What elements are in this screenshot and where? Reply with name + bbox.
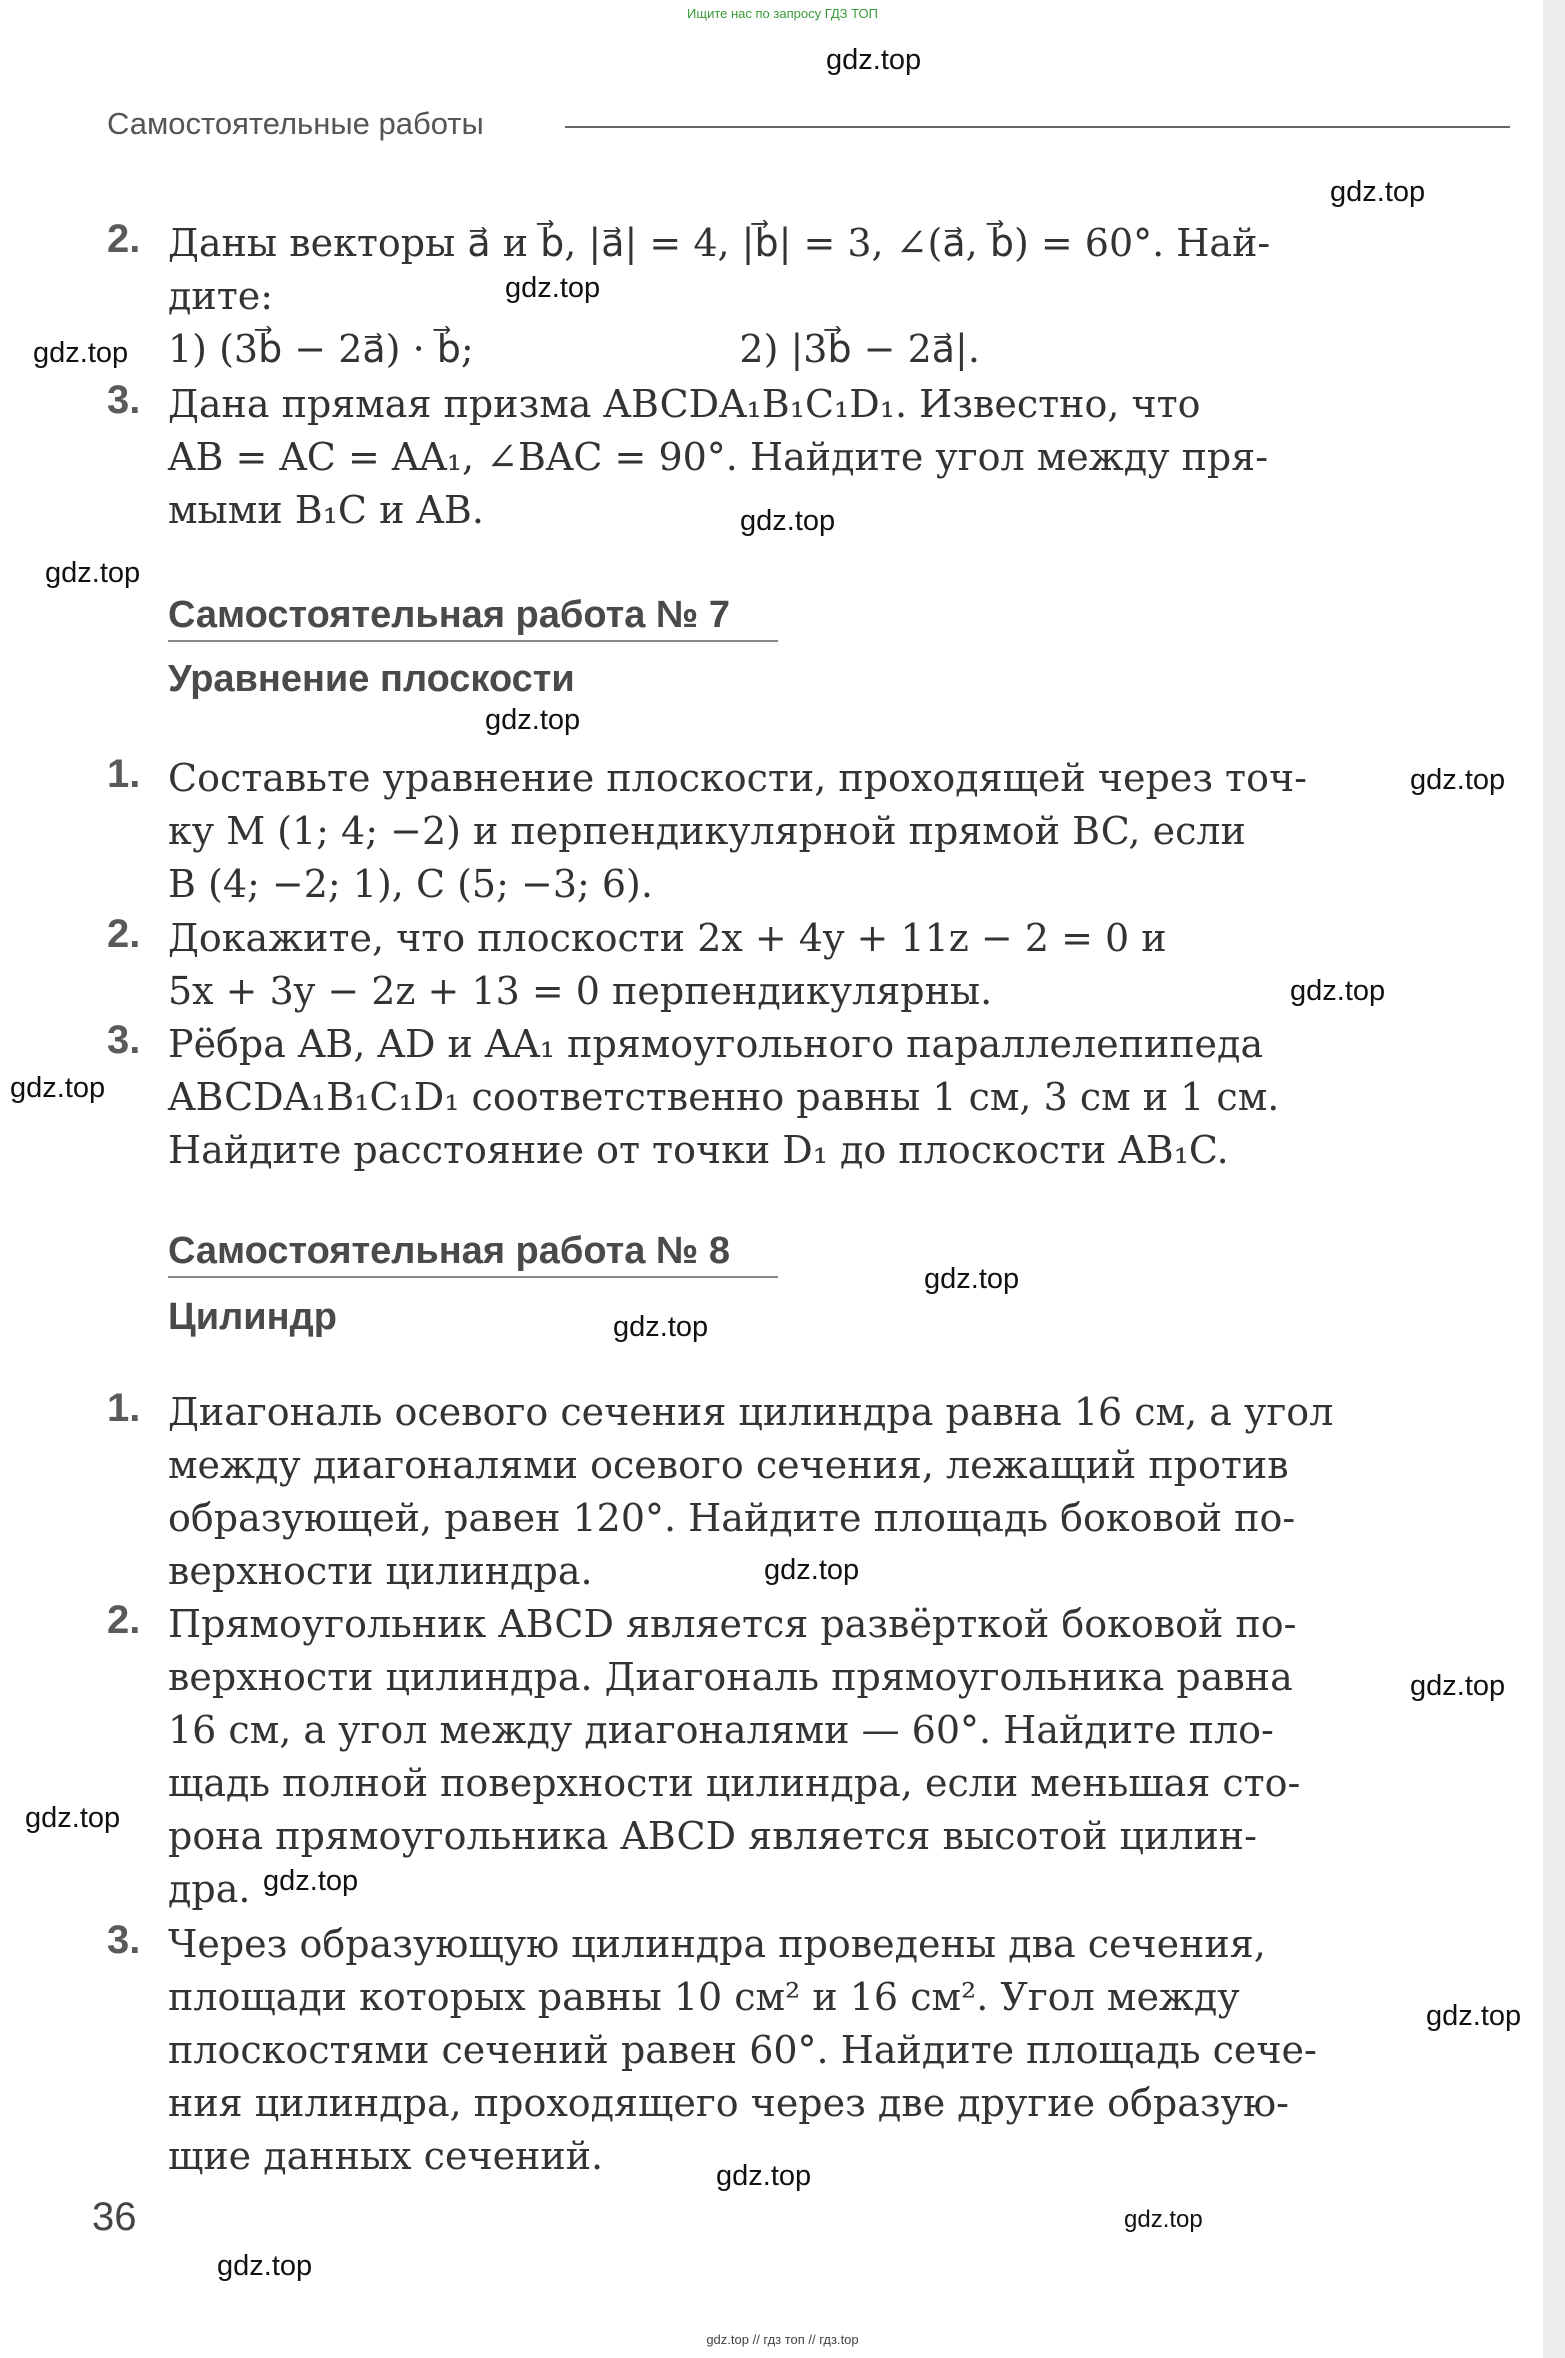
- section8-title: Самостоятельная работа № 8: [168, 1230, 730, 1272]
- task-line: Прямоугольник ABCD является развёрткой боковой по-: [168, 1602, 1297, 1646]
- task-number: 2.: [107, 1598, 141, 1642]
- watermark: gdz.top: [613, 1311, 709, 1343]
- watermark: gdz.top: [716, 2160, 812, 2192]
- section8-subtitle: Цилиндр: [168, 1296, 337, 1338]
- task-line: площади которых равны 10 см² и 16 см². Угол между: [168, 1975, 1240, 2019]
- task-line: Рёбра AB, AD и AA₁ прямоугольного параллелепипеда: [168, 1022, 1264, 1066]
- header-title: Самостоятельные работы: [107, 106, 484, 141]
- watermark: gdz.top: [1410, 1670, 1506, 1702]
- task-line: щадь полной поверхности цилиндра, если меньшая сто-: [168, 1761, 1301, 1805]
- task-line: верхности цилиндра.: [168, 1549, 593, 1593]
- watermark: gdz.top: [485, 704, 581, 736]
- task-line: ку M (1; 4; −2) и перпендикулярной прямой BC, если: [168, 809, 1246, 853]
- page-header: [107, 106, 1407, 150]
- watermark: gdz.top: [740, 505, 836, 537]
- section7-subtitle: Уравнение плоскости: [168, 658, 575, 700]
- task-line: 5x + 3y − 2z + 13 = 0 перпендикулярны.: [168, 969, 993, 1013]
- watermark: gdz.top: [505, 272, 601, 304]
- watermark: gdz.top: [10, 1072, 106, 1104]
- watermark: gdz.top: [826, 44, 922, 76]
- top-note: Ищите нас по запросу ГДЗ ТОП: [687, 6, 878, 21]
- task-line: мыми B₁C и AB.: [168, 488, 484, 532]
- task-line: Дана прямая призма ABCDA₁B₁C₁D₁. Известно, что: [168, 382, 1201, 426]
- task-line: 1) (3b⃗ − 2a⃗) · b⃗; 2) |3b⃗ − 2a⃗|.: [168, 327, 980, 371]
- watermark: gdz.top: [45, 557, 141, 589]
- task-line: AB = AC = AA₁, ∠BAC = 90°. Найдите угол между пря-: [168, 435, 1269, 479]
- task-line: Через образующую цилиндра проведены два сечения,: [168, 1922, 1266, 1966]
- task-line: Найдите расстояние от точки D₁ до плоскости AB₁C.: [168, 1128, 1229, 1172]
- task-line: Даны векторы a⃗ и b⃗, |a⃗| = 4, |b⃗| = 3, ∠(a⃗, b⃗) = 60°. Най-: [168, 221, 1271, 265]
- task-line: B (4; −2; 1), C (5; −3; 6).: [168, 862, 653, 906]
- page-spine-shadow: [1543, 0, 1565, 2358]
- watermark: gdz.top: [217, 2250, 313, 2282]
- task-line: ABCDA₁B₁C₁D₁ соответственно равны 1 см, 3 см и 1 см.: [168, 1075, 1280, 1119]
- task-line: верхности цилиндра. Диагональ прямоугольника равна: [168, 1655, 1293, 1699]
- task-text: [168, 1018, 1408, 1177]
- watermark: gdz.top: [1330, 176, 1426, 208]
- bottom-note: gdz.top // гдз топ // гдз.top: [706, 2332, 859, 2347]
- watermark: gdz.top: [1124, 2206, 1203, 2233]
- watermark: gdz.top: [263, 1865, 359, 1897]
- task-number: 3.: [107, 1918, 141, 1962]
- watermark: gdz.top: [924, 1263, 1020, 1295]
- task-number: 2.: [107, 217, 141, 261]
- watermark: gdz.top: [25, 1802, 121, 1834]
- task-line: образующей, равен 120°. Найдите площадь боковой по-: [168, 1496, 1296, 1540]
- section7-title-underline: [168, 640, 778, 642]
- task-line: дите:: [168, 274, 274, 318]
- task-text: [168, 1918, 1408, 2183]
- section7-title: Самостоятельная работа № 7: [168, 594, 730, 636]
- watermark: gdz.top: [1410, 764, 1506, 796]
- section8-title-underline: [168, 1276, 778, 1278]
- task-number: 1.: [107, 1386, 141, 1430]
- header-rule: [565, 126, 1510, 128]
- watermark: gdz.top: [1290, 975, 1386, 1007]
- task-number: 3.: [107, 1018, 141, 1062]
- task-text: [168, 752, 1408, 911]
- task-line: щие данных сечений.: [168, 2134, 604, 2178]
- task-line: рона прямоугольника ABCD является высотой цилин-: [168, 1814, 1257, 1858]
- task-number: 1.: [107, 752, 141, 796]
- task-line: дра.: [168, 1867, 251, 1911]
- task-number: 3.: [107, 378, 141, 422]
- task-text: [168, 912, 1408, 1018]
- task-number: 2.: [107, 912, 141, 956]
- page-number: 36: [92, 2195, 137, 2239]
- task-line: между диагоналями осевого сечения, лежащий против: [168, 1443, 1289, 1487]
- task-line: ния цилиндра, проходящего через две другие образую-: [168, 2081, 1289, 2125]
- task-text: [168, 217, 1408, 376]
- task-line: 16 см, а угол между диагоналями — 60°. Найдите пло-: [168, 1708, 1274, 1752]
- watermark: gdz.top: [764, 1554, 860, 1586]
- task-line: плоскостями сечений равен 60°. Найдите площадь сече-: [168, 2028, 1317, 2072]
- task-line: Докажите, что плоскости 2x + 4y + 11z − 2 = 0 и: [168, 916, 1167, 960]
- task-line: Диагональ осевого сечения цилиндра равна 16 см, а угол: [168, 1390, 1334, 1434]
- watermark: gdz.top: [1426, 2000, 1522, 2032]
- task-line: Составьте уравнение плоскости, проходящей через точ-: [168, 756, 1307, 800]
- watermark: gdz.top: [33, 337, 129, 369]
